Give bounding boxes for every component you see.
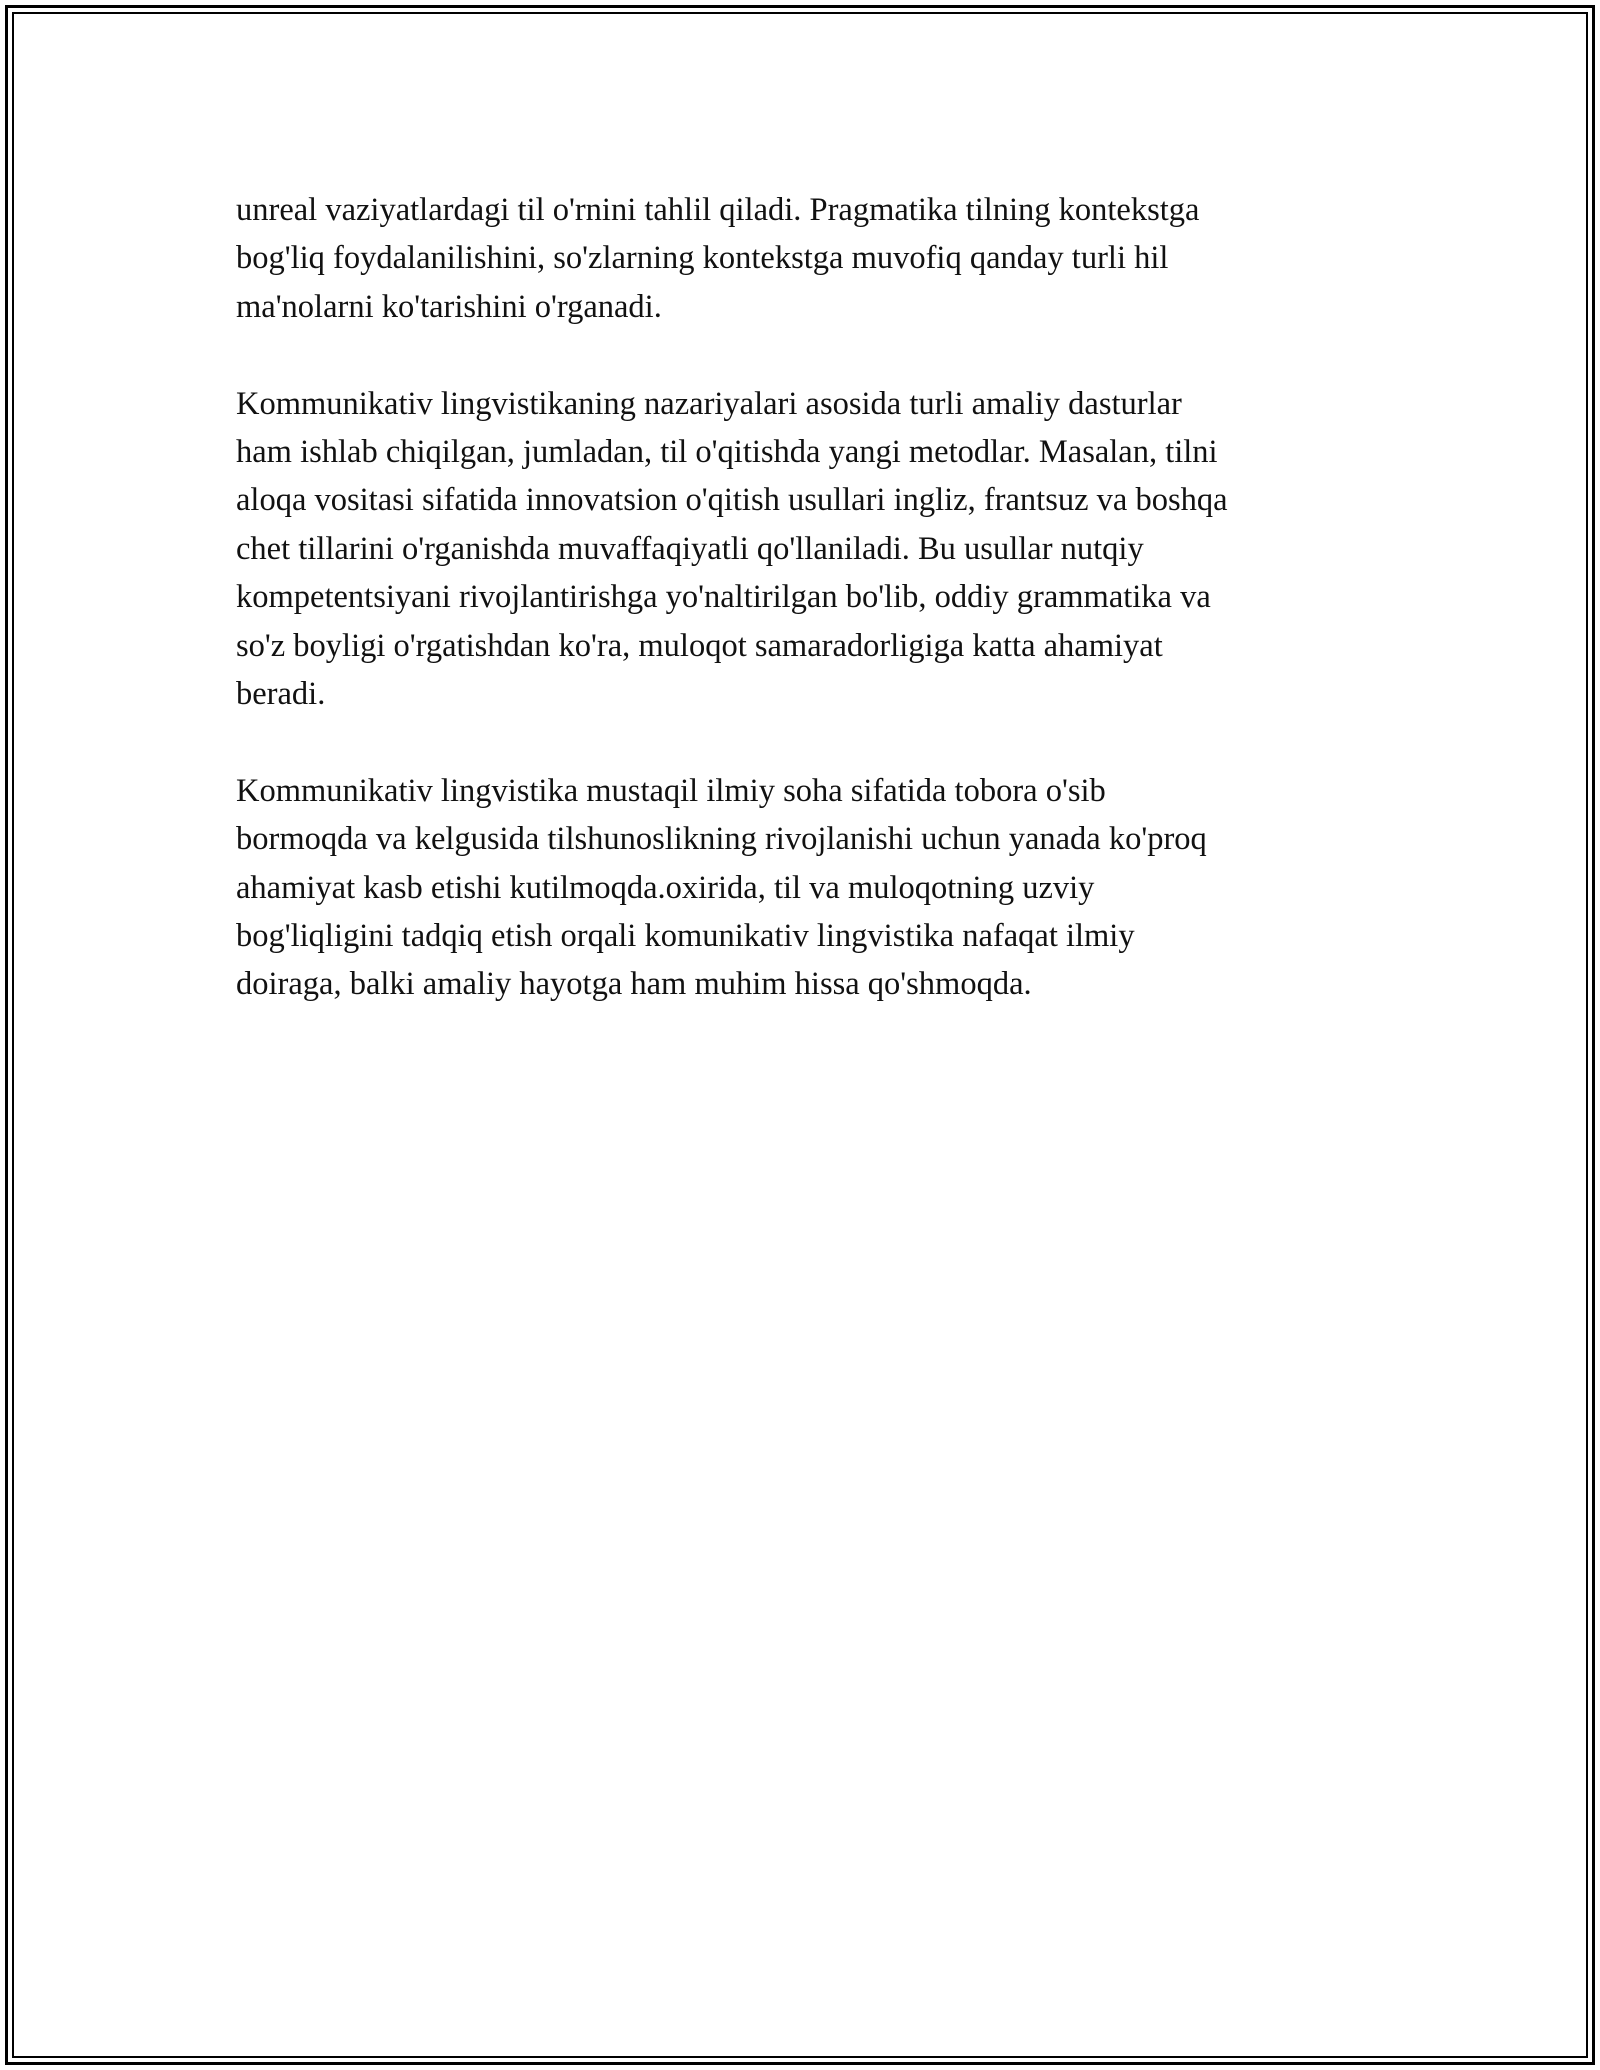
paragraph-1	[236, 186, 1386, 331]
text-line: doiraga, balki amaliy hayotga ham muhim hissa qo'shmoqda.	[236, 966, 1032, 1003]
text-line: ham ishlab chiqilgan, jumladan, til o'qitishda yangi metodlar. Masalan, tilni	[236, 434, 1218, 471]
text-line: chet tillarini o'rganishda muvaffaqiyatli qo'llaniladi. Bu usullar nutqiy	[236, 530, 1144, 567]
text-line: Kommunikativ lingvistika mustaqil ilmiy soha sifatida tobora o'sib	[236, 772, 1106, 809]
text-line: Kommunikativ lingvistikaning nazariyalari asosida turli amaliy dasturlar	[236, 385, 1182, 422]
text-line: aloqa vositasi sifatida innovatsion o'qitish usullari ingliz, frantsuz va boshqa	[236, 482, 1228, 519]
text-line: unreal vaziyatlardagi til o'rnini tahlil qiladi. Pragmatika tilning kontekstga	[236, 192, 1200, 228]
text-line: bormoqda va kelgusida tilshunoslikning rivojlanishi uchun yanada ko'proq	[236, 821, 1207, 858]
text-line: ma'nolarni ko'tarishini o'rganadi.	[236, 288, 662, 325]
paragraph-2	[236, 380, 1386, 719]
text-line: so'z boyligi o'rgatishdan ko'ra, muloqot samaradorligiga katta ahamiyat	[236, 627, 1163, 664]
document-body	[236, 186, 1386, 1057]
text-line: ahamiyat kasb etishi kutilmoqda.oxirida, til va muloqotning uzviy	[236, 869, 1095, 906]
paragraph-3	[236, 767, 1386, 1009]
text-line: beradi.	[236, 676, 326, 713]
text-line: bog'liq foydalanilishini, so'zlarning kontekstga muvofiq qanday turli hil	[236, 240, 1169, 277]
text-line: bog'liqligini tadqiq etish orqali komunikativ lingvistika nafaqat ilmiy	[236, 918, 1135, 955]
text-line: kompetentsiyani rivojlantirishga yo'naltirilgan bo'lib, oddiy grammatika va	[236, 579, 1211, 616]
